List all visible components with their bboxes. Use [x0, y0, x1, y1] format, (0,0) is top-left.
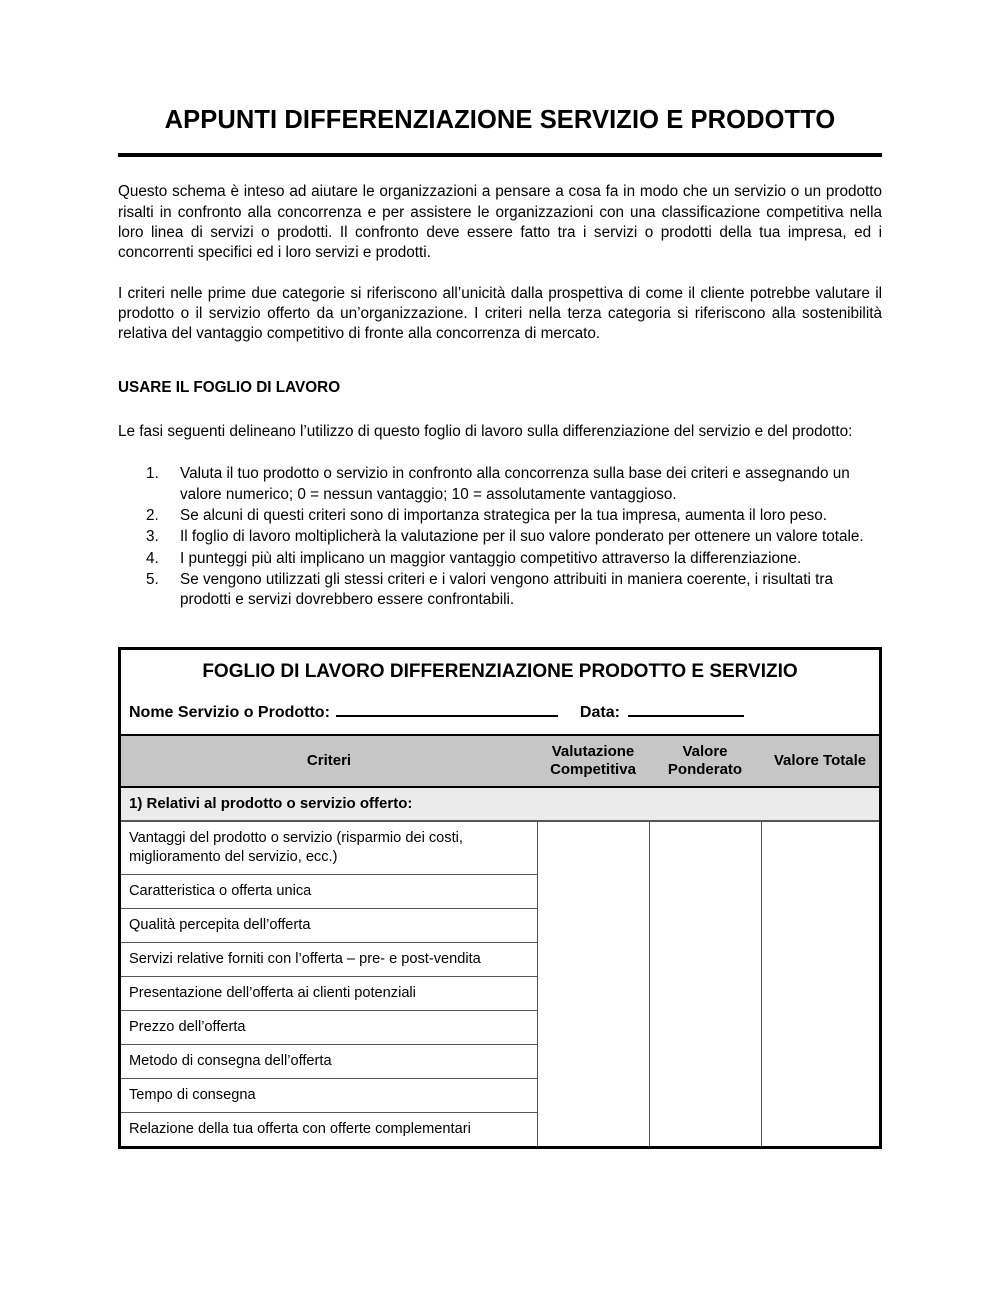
list-item — [118, 527, 882, 547]
service-name-input[interactable] — [336, 699, 558, 717]
list-item-number: 4. — [146, 549, 159, 567]
criteria-label: Prezzo dell’offerta — [121, 1011, 537, 1045]
title-divider — [118, 153, 882, 157]
valutazione-competitiva-cell[interactable] — [537, 821, 649, 1146]
criteria-label: Servizi relative forniti con l’offerta – pre- e post-vendita — [121, 943, 537, 977]
worksheet-title: FOGLIO DI LAVORO DIFFERENZIAZIONE PRODOTTO E SERVIZIO — [202, 660, 798, 682]
column-header-line-2: Competitiva — [550, 760, 636, 778]
column-header-valutazione-competitiva — [537, 735, 649, 787]
table-row — [121, 821, 879, 874]
column-header-line-2: Ponderato — [667, 760, 743, 778]
criteria-label: Metodo di consegna dell’offerta — [121, 1045, 537, 1079]
column-header-valore-totale: Valore Totale — [761, 735, 879, 787]
list-item-number: 3. — [146, 528, 159, 546]
list-item-text: Valuta il tuo prodotto o servizio in confronto alla concorrenza sulla base dei criteri e assegnando un valore numerico; 0 = nessun vantaggio; 10 = assolutamente vantaggioso. — [180, 465, 850, 503]
column-header-line-1: Valore — [682, 742, 728, 760]
intro-paragraph-3: Le fasi seguenti delineano l’utilizzo di questo foglio di lavoro sulla differenziazione del servizio e del prodotto: — [118, 423, 853, 441]
valore-ponderato-cell[interactable] — [649, 821, 761, 1146]
date-input[interactable] — [628, 699, 744, 717]
list-item-text: Se vengono utilizzati gli stessi criteri e i valori vengono attribuiti in maniera coerente, i risultati tra prodotti e servizi dovrebbero essere confrontabili. — [180, 571, 833, 609]
valore-totale-cell[interactable] — [761, 821, 879, 1146]
criteria-label: Vantaggi del prodotto o servizio (risparmio dei costi, miglioramento del servizio, ecc.) — [121, 821, 537, 874]
column-header-valore-ponderato — [649, 735, 761, 787]
page-title: APPUNTI DIFFERENZIAZIONE SERVIZIO E PRODOTTO — [164, 106, 836, 134]
table-header — [121, 735, 879, 787]
list-item — [118, 549, 882, 569]
criteria-label: Caratteristica o offerta unica — [121, 875, 537, 909]
list-item — [118, 506, 882, 526]
section-heading-usare-il-foglio: USARE IL FOGLIO DI LAVORO — [118, 378, 341, 396]
criteria-label: Qualità percepita dell’offerta — [121, 909, 537, 943]
steps-list — [118, 464, 882, 610]
list-item-text: Se alcuni di questi criteri sono di importanza strategica per la tua impresa, aumenta il loro peso. — [180, 507, 828, 525]
list-item-number: 2. — [146, 507, 159, 525]
table-header-row — [121, 735, 879, 787]
date-label: Data: — [579, 703, 620, 721]
criteria-table — [121, 734, 879, 1146]
service-name-label: Nome Servizio o Prodotto: — [129, 703, 330, 721]
list-item-text: Il foglio di lavoro moltiplicherà la valutazione per il suo valore ponderato per ottenere un valore totale. — [180, 528, 864, 546]
list-item-number: 1. — [146, 465, 159, 483]
column-header-line-1: Valutazione — [551, 742, 635, 760]
worksheet-identification-row — [121, 688, 879, 734]
intro-paragraph-1: Questo schema è inteso ad aiutare le organizzazioni a pensare a cosa fa in modo che un servizio o un prodotto risalti in confronto alla concorrenza e per assistere le organizzazioni con una classificazione competitiva nella loro linea di servizi o prodotti. Il confronto deve essere fatto tra i servizi o prodotti della tua impresa, ed i concorrenti specifici ed i loro servizi e prodotti. — [118, 183, 882, 262]
intro-paragraph-2: I criteri nelle prime due categorie si riferiscono all’unicità dalla prospettiva di come il cliente potrebbe valutare il prodotto o il servizio offerto da un’organizzazione. I criteri nella terza categoria si riferiscono alla sostenibilità relativa del vantaggio competitivo di fronte alla concorrenza di mercato. — [118, 284, 882, 343]
section-row-label: 1) Relativi al prodotto o servizio offerto: — [121, 787, 879, 822]
list-item-text: I punteggi più alti implicano un maggior vantaggio competitivo attraverso la differenziazione. — [180, 549, 802, 567]
criteria-label: Tempo di consegna — [121, 1079, 537, 1113]
criteria-label: Presentazione dell’offerta ai clienti potenziali — [121, 977, 537, 1011]
list-item-number: 5. — [146, 571, 159, 589]
table-body — [121, 787, 879, 1146]
column-header-criteri: Criteri — [121, 735, 537, 787]
list-item — [118, 464, 882, 505]
section-row-1 — [121, 787, 879, 822]
criteria-label: Relazione della tua offerta con offerte complementari — [121, 1113, 537, 1146]
worksheet-box — [118, 647, 882, 1149]
list-item — [118, 570, 882, 611]
